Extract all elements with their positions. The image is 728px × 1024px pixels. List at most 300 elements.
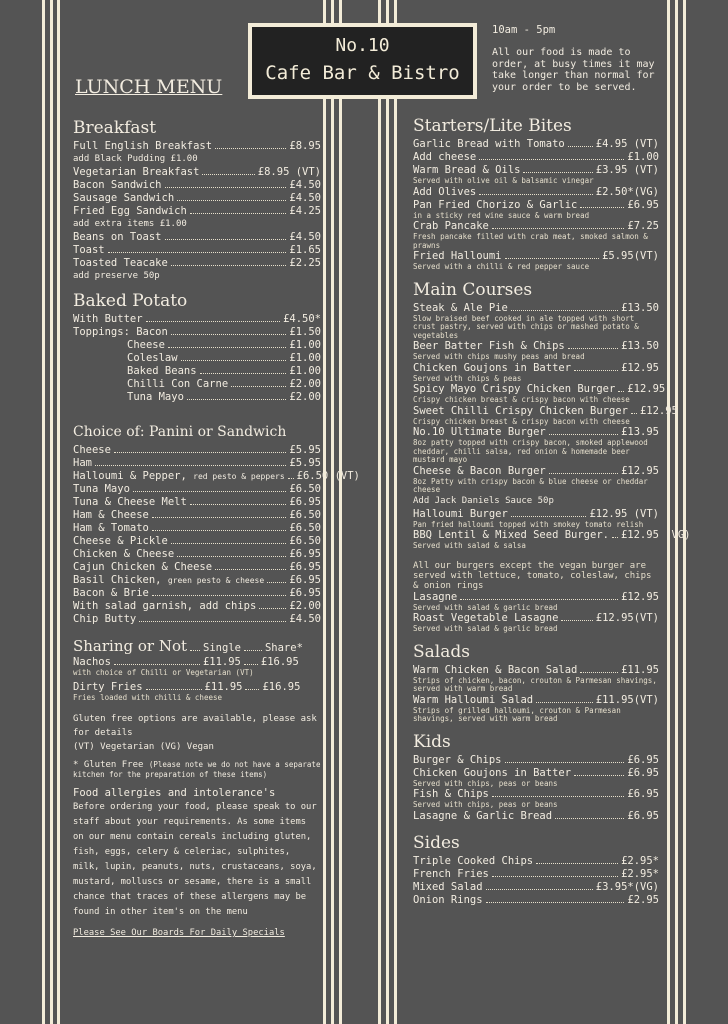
item-name	[73, 548, 174, 561]
menu-item	[413, 694, 659, 707]
leader-dots	[580, 672, 618, 673]
stripe-mid-4	[378, 0, 381, 1024]
item-name-text: Beer Batter Fish & Chips	[413, 340, 565, 352]
item-price: £13.50	[621, 301, 659, 314]
item-price: £8.95	[289, 140, 321, 152]
item-name	[73, 561, 212, 574]
gluten-free-star: * Gluten Free	[73, 760, 144, 770]
menu-item	[73, 205, 321, 218]
item-price: £6.95	[627, 788, 659, 800]
left-column	[73, 118, 360, 940]
notice: All our food is made to order, at busy times it may take longer than normal for your order to be served.	[492, 47, 655, 93]
menu-item	[73, 496, 321, 509]
item-price: £12.95	[621, 590, 659, 603]
leader-dots	[152, 595, 287, 596]
item-name: With Butter	[73, 313, 143, 325]
item-name-text: Chicken & Cheese	[73, 548, 175, 560]
gluten-free-small: (Please note we do not have a separate kitchen for the preparation of these items)	[73, 760, 321, 779]
menu-item	[73, 522, 321, 535]
item-price: £6.95	[289, 561, 321, 573]
logo-line-1: No.10	[335, 35, 390, 56]
item-extra: green pesto & cheese	[167, 576, 265, 585]
item-name-text: Warm Bread & Oils	[413, 164, 521, 176]
item-name-text: Steak & Ale Pie	[413, 301, 508, 314]
item-note: add preserve 50p	[73, 271, 160, 281]
leader-dots	[231, 386, 286, 387]
menu-item	[73, 391, 321, 404]
item-desc: Served with salad & garlic bread	[413, 624, 558, 633]
potato-title: Baked Potato	[73, 291, 188, 311]
item-name-text: Ham	[73, 457, 92, 469]
leader-dots	[486, 902, 625, 903]
menu-title: LUNCH MENU	[75, 76, 223, 98]
leader-dots	[536, 863, 618, 864]
leader-dots	[574, 775, 624, 776]
item-desc: Served with a chilli & red pepper sauce	[413, 262, 590, 271]
item-price: £1.00	[289, 365, 321, 377]
salads-list	[413, 664, 659, 724]
menu-item	[73, 600, 321, 613]
item-name	[413, 694, 533, 707]
item-name-text: Toast	[73, 244, 105, 256]
menu-item	[413, 465, 659, 478]
panini-list	[73, 444, 360, 626]
leader-dots	[549, 473, 618, 474]
menu-item	[413, 894, 659, 907]
item-name-text: Chip Butty	[73, 613, 137, 625]
stripe-right-2	[675, 0, 678, 1024]
stripe-mid-1	[323, 0, 326, 1024]
leader-dots	[549, 434, 618, 435]
item-price: £12.95	[627, 383, 666, 395]
item-name-text: Burger & Chips	[413, 753, 502, 766]
item-price: £2.95*	[621, 854, 659, 867]
item-name-text: Roast Vegetable Lasagne	[413, 612, 559, 624]
item-price: £2.95	[627, 893, 659, 906]
item-name-text: Fish & Chips	[413, 788, 489, 800]
item-price: £1.00	[627, 151, 659, 163]
kids-list	[413, 754, 659, 823]
item-name	[413, 810, 552, 823]
item-desc: 8oz Patty with crispy bacon & blue cheese or cheddar cheese	[413, 476, 648, 494]
item-price: £4.50	[289, 231, 321, 243]
item-name	[73, 457, 92, 470]
item-name	[413, 151, 476, 164]
item-name	[413, 894, 483, 907]
kids-title: Kids	[413, 731, 451, 752]
stripe-mid-5	[386, 0, 389, 1024]
leader-dots	[181, 360, 287, 361]
item-price: £7.25	[627, 220, 659, 232]
item-name	[73, 192, 174, 205]
item-desc: Served with chips & peas	[413, 373, 522, 383]
item-name-text: Mixed Salad	[413, 880, 483, 893]
item-price: £6.95	[289, 548, 321, 560]
item-name-text: Ham & Cheese	[73, 509, 149, 521]
item-price: £2.95*	[621, 867, 659, 880]
menu-item	[413, 404, 678, 418]
burger-note: All our burgers except the vegan burger are served with lettuce, tomato, coleslaw, chips & onion rings	[413, 560, 652, 591]
leader-dots	[561, 620, 592, 621]
leader-dots	[152, 530, 287, 531]
item-name-text: Cheese	[127, 339, 165, 351]
item-price: £6.50	[289, 535, 321, 547]
item-price: £6.95	[627, 766, 659, 779]
item-name	[413, 767, 571, 780]
leader-dots	[618, 391, 624, 392]
nachos-desc: with choice of Chilli or Vegetarian (VT)	[73, 668, 254, 677]
sides-title: Sides	[413, 832, 460, 853]
stripe-left-3	[57, 0, 60, 1024]
item-desc: Served with salad & salsa	[413, 541, 526, 550]
leader-dots	[536, 702, 593, 703]
leader-dots	[190, 504, 287, 505]
item-name-text: Beans on Toast	[73, 231, 162, 243]
item-price-share: £16.95	[260, 656, 299, 668]
item-name	[413, 508, 508, 521]
item-desc: 8oz patty topped with crispy bacon, smoked applewood cheddar, chilli salsa, red onion & homemade beer mustard mayo	[413, 438, 648, 464]
item-price: £6.95	[289, 587, 321, 599]
panini-title: Choice of: Panini or Sandwich	[73, 424, 287, 440]
item-name-text: Baked Beans	[127, 365, 197, 377]
leader-dots	[555, 818, 624, 819]
item-price: £2.00	[289, 600, 321, 612]
item-name-text: Vegetarian Breakfast	[73, 166, 200, 178]
item-name-text: Pan Fried Chorizo & Garlic	[413, 198, 578, 211]
item-price: £6.50	[289, 483, 321, 495]
item-price: £11.95	[621, 663, 659, 676]
item-price: £4.50	[289, 613, 321, 625]
item-note: add extra items £1.00	[73, 219, 187, 229]
item-name-text: Cajun Chicken & Cheese	[73, 561, 213, 573]
item-name	[73, 257, 168, 270]
item-price: £2.00	[289, 391, 321, 403]
item-name-text: Coleslaw	[127, 352, 178, 364]
potato-butter	[73, 313, 321, 326]
item-name	[73, 231, 162, 244]
item-desc: Served with chips, peas or beans	[413, 778, 558, 788]
item-note: Add Jack Daniels Sauce 50p	[413, 495, 554, 506]
item-name-text: Tuna Mayo	[127, 391, 184, 403]
item-name	[73, 166, 199, 179]
menu-item	[413, 362, 659, 375]
menu-item	[413, 591, 659, 604]
fries-desc: Fries loaded with chilli & cheese	[73, 692, 223, 702]
leader-dots	[523, 172, 592, 173]
menu-item	[73, 444, 321, 457]
menu-item	[413, 151, 659, 164]
item-desc: Strips of chicken, bacon, crouton & Parmesan shavings, served with warm bread	[413, 675, 657, 693]
item-name-text: Tuna Mayo	[73, 483, 130, 495]
starters-list	[413, 138, 659, 272]
menu-item	[73, 166, 321, 179]
item-name	[73, 205, 187, 218]
item-name	[73, 339, 165, 352]
menu-item	[73, 365, 321, 378]
item-price: £6.50	[289, 509, 321, 521]
item-desc: Slow braised beef cooked in ale topped with short crust pastry, served with chips or mashed potato & vegetables	[413, 313, 639, 340]
item-desc: Fresh pancake filled with crab meat, smoked salmon & prawns	[413, 232, 648, 250]
item-price: £6.95	[627, 753, 659, 766]
leader-dots	[631, 413, 637, 414]
leader-dots	[187, 399, 286, 400]
starters-title: Starters/Lite Bites	[413, 116, 572, 136]
item-name-text: Sausage Sandwich	[73, 192, 175, 204]
item-name-text: Spicy Mayo Crispy Chicken Burger	[413, 383, 616, 395]
logo-line-2: Cafe Bar & Bistro	[265, 62, 460, 84]
stripe-mid-6	[394, 0, 397, 1024]
item-price: £4.50	[289, 192, 321, 204]
menu-item	[413, 855, 659, 868]
item-name-text: Onion Rings	[413, 893, 483, 906]
menu-item	[413, 302, 659, 315]
item-name-text: Sweet Chilli Crispy Chicken Burger	[413, 404, 628, 417]
leader-dots	[574, 370, 618, 371]
menu-item	[73, 140, 321, 153]
leader-dots	[165, 187, 287, 188]
allergy-text: Before ordering your food, please speak to our staff about your requirements. As some items on our menu contain cereals including gluten, fish, eggs, celery & celeriac, sulphites, milk, lupin, peanuts, nuts, crustaceans, soya, mustard, molluscs or sesame, there is a small chance that traces of these allergens may be found in other item's on the menu	[73, 802, 317, 917]
item-desc: Strips of grilled halloumi, crouton & Parmesan shavings, served with warm bread	[413, 705, 621, 723]
item-name: Nachos	[73, 656, 111, 668]
hours: 10am - 5pm	[492, 24, 556, 36]
item-name-text: Cheese	[73, 444, 111, 456]
potato-toppings-bacon	[73, 326, 321, 339]
item-name-text: Triple Cooked Chips	[413, 854, 534, 867]
sharing-single-label: Single	[203, 642, 241, 654]
leader-dots	[190, 213, 287, 214]
item-name	[73, 509, 149, 522]
item-name-text: Chicken Goujons in Batter	[413, 766, 572, 779]
item-name	[413, 881, 483, 894]
item-extra: red pesto & peppers	[193, 472, 285, 481]
item-price: £12.95 (VG)	[620, 529, 691, 541]
stripe-left-1	[42, 0, 45, 1024]
item-name-text: Lasagne & Garlic Bread	[413, 809, 553, 822]
item-price: £6.95	[627, 198, 659, 211]
item-price: £5.95	[289, 444, 321, 456]
item-price: £6.95	[627, 809, 659, 822]
menu-item	[73, 339, 321, 352]
item-price: £6.50 (VT)	[296, 470, 360, 482]
menu-item	[73, 509, 321, 522]
mains-title: Main Courses	[413, 279, 533, 300]
item-price: £2.25	[289, 257, 321, 269]
leader-dots	[568, 348, 618, 349]
item-name	[73, 496, 187, 509]
item-price: £12.95(VT)	[595, 612, 659, 624]
item-name-text: Tuna & Cheese Melt	[73, 496, 187, 508]
item-name	[73, 179, 162, 192]
item-name	[73, 600, 256, 613]
vt-vg-note: (VT) Vegetarian (VG) Vegan	[73, 742, 214, 752]
item-name-text: Lasagne	[413, 590, 458, 603]
leader-dots	[168, 347, 286, 348]
item-desc: Crispy chicken breast & crispy bacon with cheese	[413, 416, 630, 426]
item-name-text: Chilli Con Carne	[127, 378, 229, 390]
leader-dots	[133, 491, 286, 492]
menu-item	[413, 754, 659, 767]
item-name-text: Warm Chicken & Bacon Salad	[413, 663, 578, 676]
leader-dots	[202, 174, 254, 175]
sharing-header	[73, 636, 321, 656]
item-desc: Served with chips, peas or beans	[413, 800, 558, 809]
item-price: £4.95 (VT)	[595, 138, 659, 150]
item-name	[413, 855, 533, 868]
item-name	[413, 186, 476, 199]
item-name	[413, 302, 508, 315]
item-name	[413, 591, 457, 604]
leader-dots	[200, 373, 287, 374]
mains-list	[413, 301, 691, 551]
leader-dots	[511, 516, 587, 517]
menu-item	[73, 587, 321, 600]
breakfast-list	[73, 140, 321, 283]
item-price: £8.95 (VT)	[257, 166, 321, 178]
item-note: add Black Pudding £1.00	[73, 154, 198, 164]
item-price: £13.50	[621, 340, 659, 352]
allergy-title: Food allergies and intolerance's	[73, 787, 276, 799]
leader-dots	[492, 796, 625, 797]
item-name	[73, 444, 111, 457]
item-price: £13.95	[621, 426, 659, 438]
menu-item	[413, 881, 659, 894]
item-name-text: Add Olives	[413, 185, 477, 198]
item-name-text: No.10 Ultimate Burger	[413, 426, 546, 438]
leader-dots	[492, 876, 618, 877]
item-price: £4.50	[289, 179, 321, 191]
menu-item	[73, 483, 321, 496]
item-price: £5.95(VT)	[602, 250, 659, 262]
leader-dots	[486, 889, 593, 890]
menu-item	[413, 508, 659, 521]
item-desc: Crispy chicken breast & crispy bacon with cheese	[413, 395, 630, 404]
item-name	[73, 470, 285, 483]
menu-item	[73, 244, 321, 257]
item-name	[413, 465, 546, 478]
item-name	[73, 522, 149, 535]
item-desc: in a sticky red wine sauce & warm bread	[413, 210, 590, 220]
leader-dots	[492, 228, 625, 229]
item-name-text: Cheese & Bacon Burger	[413, 464, 546, 477]
stripe-mid-2	[331, 0, 334, 1024]
item-name-text: BBQ Lentil & Mixed Seed Burger.	[413, 529, 609, 541]
item-price: £6.50	[289, 522, 321, 534]
leader-dots	[171, 543, 287, 544]
item-name	[413, 754, 502, 767]
leader-dots	[612, 537, 618, 538]
menu-item	[73, 613, 321, 626]
menu-item	[73, 535, 321, 548]
item-price: £12.95	[621, 361, 659, 374]
menu-item	[413, 810, 659, 823]
item-desc: Served with chips mushy peas and bread	[413, 352, 585, 361]
boards-link[interactable]: Please See Our Boards For Daily Specials	[73, 928, 285, 938]
item-name	[413, 868, 489, 881]
menu-item	[73, 192, 321, 205]
stripe-mid-3	[339, 0, 342, 1024]
leader-dots	[568, 146, 593, 147]
leader-dots	[177, 556, 286, 557]
item-price: £6.95	[289, 574, 321, 586]
logo-box	[248, 23, 477, 99]
menu-item	[73, 470, 360, 483]
item-name	[73, 391, 184, 404]
leader-dots	[460, 599, 618, 600]
item-name	[413, 138, 565, 151]
leader-dots	[114, 452, 286, 453]
menu-item	[413, 199, 659, 212]
item-name-text: With salad garnish, add chips	[73, 600, 257, 612]
item-name-text: Add cheese	[413, 151, 477, 163]
item-price: £4.25	[289, 205, 321, 217]
menu-item	[413, 868, 659, 881]
item-price: £1.00	[289, 339, 321, 351]
gluten-free-note	[73, 760, 321, 780]
item-name-text: Full English Breakfast	[73, 140, 213, 152]
item-name	[413, 199, 577, 212]
item-name-text: French Fries	[413, 867, 489, 880]
item-name	[73, 378, 228, 391]
menu-item	[73, 179, 321, 192]
sides-list	[413, 855, 659, 907]
leader-dots	[479, 194, 593, 195]
menu-item	[73, 574, 321, 587]
leader-dots	[108, 252, 287, 253]
item-price-single: £11.95	[204, 680, 243, 693]
item-price: £6.95	[289, 496, 321, 508]
item-name-text: Halloumi & Pepper,	[73, 470, 187, 482]
menu-item	[413, 767, 659, 780]
item-price: £2.00	[289, 378, 321, 390]
item-price: £12.95	[621, 464, 659, 477]
item-name	[413, 405, 628, 418]
gluten-note: Gluten free options are available, please ask for details	[73, 714, 317, 738]
leader-dots	[171, 265, 287, 266]
item-name	[73, 365, 197, 378]
item-name: Dirty Fries	[73, 680, 143, 693]
item-name-text: Ham & Tomato	[73, 522, 149, 534]
menu-item	[73, 457, 321, 470]
item-price: £2.50*(VG)	[595, 185, 659, 198]
item-name-text: Warm Halloumi Salad	[413, 693, 534, 706]
menu-item	[73, 561, 321, 574]
item-price: £1.65	[289, 244, 321, 256]
item-name-text: Garlic Bread with Tomato	[413, 138, 565, 150]
menu-item	[73, 548, 321, 561]
menu-item	[413, 664, 659, 677]
item-name	[73, 613, 136, 626]
item-name: Toppings: Bacon	[73, 326, 168, 338]
leader-dots	[505, 762, 625, 763]
item-name-text: Chicken Goujons in Batter	[413, 361, 572, 374]
menu-item	[73, 257, 321, 270]
item-name-text: Fried Halloumi	[413, 250, 502, 262]
item-name	[73, 483, 130, 496]
item-price: £1.50	[289, 326, 321, 338]
stripe-left-2	[50, 0, 53, 1024]
right-column	[413, 116, 691, 907]
salads-title: Salads	[413, 641, 470, 662]
menu-item	[413, 186, 659, 199]
menu-item	[73, 231, 321, 244]
item-price: £4.50*	[283, 313, 321, 325]
item-price: £11.95(VT)	[595, 693, 659, 706]
leader-dots	[259, 608, 286, 609]
item-desc: Served with olive oil & balsamic vinegar	[413, 176, 594, 185]
item-name-text: Bacon Sandwich	[73, 179, 162, 191]
menu-item	[413, 138, 659, 151]
item-name	[73, 535, 168, 548]
